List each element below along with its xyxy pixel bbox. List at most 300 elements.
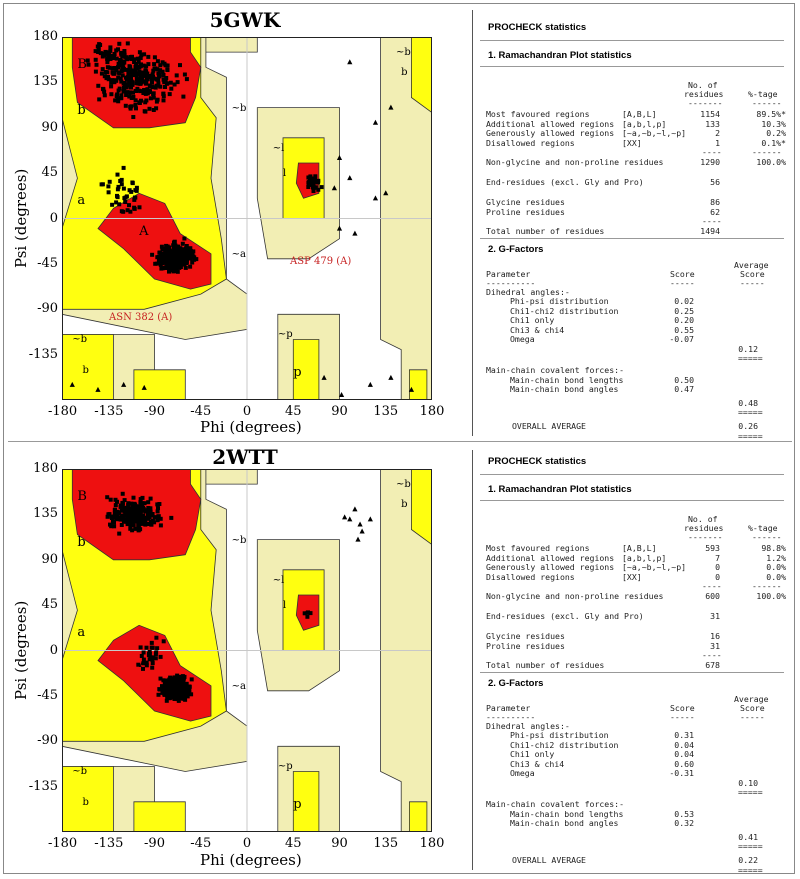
residue-count: 133 (705, 118, 720, 129)
x-tick-label: -45 (190, 404, 212, 419)
residue-point (123, 506, 127, 510)
residue-point (159, 523, 163, 527)
gfactor-name: Chi1 only (510, 315, 555, 325)
stats-heading: PROCHECK statistics (488, 22, 587, 33)
stats-rule (480, 672, 784, 673)
region-label: b (401, 499, 408, 511)
residue-point (156, 59, 160, 63)
residue-point (103, 53, 107, 57)
residue-point (154, 66, 158, 70)
residue-point (105, 495, 109, 499)
residue-point (306, 611, 310, 615)
region-name: Most favoured regions (486, 109, 590, 119)
residue-point (120, 501, 124, 505)
residue-point (177, 256, 181, 260)
region-label: a (77, 193, 86, 209)
stats-row (476, 407, 786, 418)
region-label: b (401, 67, 408, 79)
residue-point (128, 68, 132, 72)
residue-point (178, 265, 182, 269)
residue-point (127, 507, 131, 511)
residue-point (116, 187, 120, 191)
stats-heading: 1. Ramachandran Plot statistics (488, 484, 632, 495)
residue-point (148, 107, 152, 111)
stats-cell: Main-chain covalent forces:- (486, 365, 625, 375)
stats-cell: ---- (702, 650, 722, 660)
residue-point (176, 677, 180, 681)
residue-pct: 98.8% (761, 543, 786, 553)
y-axis-label: Psi (degrees) (12, 600, 30, 700)
y-tick-label: 135 (33, 74, 58, 90)
residue-point (106, 184, 110, 188)
region-label: p (293, 796, 302, 812)
residue-point (149, 497, 153, 501)
residue-point (113, 52, 117, 56)
y-tick-label: 180 (33, 461, 58, 476)
region-label: B (77, 57, 87, 73)
residue-point (124, 93, 128, 97)
residue-point (149, 96, 153, 100)
stats-cell: ---- (702, 216, 722, 226)
residue-point (152, 62, 156, 66)
residue-point (115, 500, 119, 504)
residue-point (106, 65, 110, 69)
region-code: [~a,~b,~l,~p] (622, 562, 687, 572)
y-tick-label: -135 (28, 778, 58, 794)
residue-point (169, 81, 173, 85)
residue-point (103, 93, 107, 97)
region-name: Disallowed regions (486, 137, 575, 148)
residue-point (144, 69, 148, 73)
region-label: ~a (231, 248, 246, 260)
residue-point (121, 66, 125, 70)
residue-point (120, 523, 124, 527)
residue-point (127, 78, 131, 82)
residue-point (182, 677, 186, 681)
stats-cell: ------ (752, 532, 782, 542)
residue-point (178, 683, 182, 687)
residue-point (145, 77, 149, 81)
stats-cell: No. of (688, 80, 718, 90)
residue-pct: 0.1%* (761, 137, 786, 148)
plot-title: 5GWK (209, 8, 281, 32)
residue-point (168, 92, 172, 96)
residue-point (182, 247, 186, 251)
residue-point (151, 85, 155, 89)
residue-point (177, 699, 181, 703)
residue-point (166, 68, 170, 72)
stats-row (476, 818, 786, 829)
stats-cell: Average (734, 259, 769, 270)
residue-point (134, 106, 138, 110)
stats-row (476, 98, 786, 109)
stats-cell: %-tage (748, 523, 778, 533)
region-allowed (134, 802, 185, 832)
region-label: p (293, 364, 302, 380)
stats-cell: Non-glycine and non-proline residues (486, 157, 664, 167)
residue-point (148, 515, 152, 519)
region-label: ~b (396, 47, 411, 59)
stats-cell: 62 (710, 206, 720, 217)
gfactor-score: 0.20 (674, 315, 694, 325)
residue-count: 593 (705, 543, 720, 553)
residue-point (191, 255, 195, 259)
residue-point (188, 685, 192, 689)
residue-point (101, 182, 105, 186)
residue-pct: 10.3% (761, 118, 786, 129)
procheck-stats-panel (476, 452, 786, 875)
residue-point (173, 240, 177, 244)
stats-cell: ------ (752, 147, 782, 157)
y-axis-label: Psi (degrees) (12, 168, 30, 268)
residue-point (188, 246, 192, 250)
stats-cell: Glycine residues (486, 631, 565, 641)
gfactor-name: Main-chain bond angles (510, 818, 619, 828)
stats-cell: ----- (740, 711, 765, 722)
y-tick-label: 45 (41, 597, 58, 613)
region-allowed (134, 370, 185, 400)
stats-cell: 600 (705, 591, 720, 601)
outlier-annotation: ASN 382 (A) (109, 312, 173, 323)
residue-point (139, 64, 143, 68)
stats-cell: 31 (710, 611, 720, 621)
stats-row (476, 841, 786, 852)
residue-point (151, 73, 155, 77)
residue-point (141, 74, 145, 78)
stats-row (476, 431, 786, 442)
gfactor-score: 0.32 (674, 818, 694, 828)
residue-point (126, 208, 130, 212)
stats-row (476, 157, 786, 168)
residue-point (119, 80, 123, 84)
ramachandran-plot (62, 37, 432, 400)
gfactor-name: Main-chain bond lengths (510, 808, 624, 819)
ramachandran-plot (62, 469, 432, 832)
residue-count: 1154 (700, 109, 720, 119)
gfactor-average: 0.41 (738, 831, 758, 842)
stats-cell: OVERALL AVERAGE (512, 855, 586, 865)
outlier-annotation: ASP 479 (A) (290, 256, 352, 267)
residue-point (126, 41, 130, 45)
stats-cell: Score (740, 702, 765, 713)
stats-cell: ===== (738, 353, 763, 363)
stats-cell: Total number of residues (486, 659, 605, 670)
gfactor-score: 0.47 (674, 384, 694, 394)
residue-point (101, 87, 105, 91)
residue-point (133, 207, 137, 211)
region-label: b (82, 364, 89, 376)
stats-row (476, 660, 786, 671)
stats-row (476, 177, 786, 188)
residue-point (117, 202, 121, 206)
residue-point (133, 519, 137, 523)
residue-point (129, 55, 133, 59)
residue-point (122, 187, 126, 191)
stats-cell: ------- (688, 98, 723, 108)
gfactor-name: Phi-psi distribution (510, 730, 609, 740)
region-label: A (139, 223, 149, 239)
residue-point (99, 51, 103, 55)
residue-point (179, 689, 183, 693)
gfactor-score: 0.53 (674, 808, 694, 819)
residue-point (140, 522, 144, 526)
residue-point (128, 105, 132, 109)
residue-point (122, 196, 126, 200)
residue-point (112, 72, 116, 76)
residue-point (122, 166, 126, 170)
residue-point (146, 500, 150, 504)
residue-point (126, 501, 130, 505)
residue-point (115, 57, 119, 61)
gfactor-score: 0.31 (674, 730, 694, 740)
stats-cell: End-residues (excl. Gly and Pro) (486, 611, 644, 621)
residue-point (111, 67, 115, 71)
stats-row (476, 591, 786, 602)
residue-point (123, 53, 127, 57)
residue-point (131, 91, 135, 95)
region-name: Additional allowed regions (486, 118, 615, 129)
residue-point (171, 243, 175, 247)
residue-point (97, 97, 101, 101)
residue-point (105, 70, 109, 74)
gfactor-average: 0.12 (738, 343, 758, 354)
stats-rule (480, 66, 784, 67)
stats-cell: 678 (705, 659, 720, 670)
stats-cell: Dihedral angles:- (486, 286, 570, 297)
region-label: ~l (272, 574, 285, 586)
residue-count: 1 (715, 137, 720, 148)
residue-point (137, 100, 141, 104)
residue-point (171, 257, 175, 261)
region-code: [a,b,l,p] (622, 118, 667, 129)
residue-point (169, 249, 173, 253)
residue-point (117, 532, 121, 536)
y-tick-label: -90 (37, 301, 58, 317)
stats-cell: residues (684, 523, 724, 533)
gfactor-name: Omega (510, 334, 535, 344)
x-tick-label: 90 (331, 404, 348, 419)
residue-point (150, 641, 154, 645)
x-tick-label: 0 (242, 404, 252, 419)
residue-point (138, 205, 142, 209)
residue-point (159, 267, 163, 271)
residue-point (153, 262, 157, 266)
region-generous (206, 469, 257, 484)
plot-title: 2WTT (212, 445, 278, 469)
residue-point (123, 200, 127, 204)
region-generous (206, 37, 257, 52)
stats-cell: Score (670, 268, 695, 279)
stats-rule (480, 474, 784, 475)
stats-rule (480, 238, 784, 239)
y-tick-label: 45 (41, 165, 58, 181)
residue-count: 0 (715, 562, 720, 572)
stats-row (476, 384, 786, 395)
residue-point (108, 49, 112, 53)
gfactor-name: Chi1-chi2 distribution (510, 305, 619, 316)
stats-cell: ------ (752, 98, 782, 108)
residue-point (173, 83, 177, 87)
residue-point (87, 63, 91, 67)
region-name: Most favoured regions (486, 543, 590, 553)
y-tick-label: 180 (33, 29, 58, 44)
residue-point (162, 98, 166, 102)
region-label: ~b (72, 334, 88, 346)
residue-point (182, 237, 186, 241)
residue-point (139, 56, 143, 60)
residue-point (190, 677, 194, 681)
gfactor-name: Chi3 & chi4 (510, 758, 565, 769)
residue-point (181, 95, 185, 99)
x-tick-label: 135 (373, 836, 399, 851)
stats-cell: Total number of residues (486, 225, 605, 236)
gfactor-score: 0.04 (674, 749, 694, 759)
residue-point (164, 679, 168, 683)
stats-cell: Glycine residues (486, 197, 565, 207)
gfactor-name: Main-chain bond lengths (510, 374, 624, 385)
x-tick-label: 180 (419, 836, 445, 851)
region-label: ~l (272, 142, 285, 154)
residue-point (114, 79, 118, 83)
residue-point (132, 496, 136, 500)
x-tick-label: 45 (284, 836, 302, 851)
stats-row (476, 865, 786, 876)
residue-point (129, 522, 133, 526)
gfactor-name: Main-chain bond angles (510, 384, 619, 394)
residue-point (165, 82, 169, 86)
gfactor-score: 0.50 (674, 374, 694, 385)
stats-cell: Score (670, 702, 695, 713)
stats-row (476, 353, 786, 364)
overall-average: 0.26 (738, 421, 758, 431)
residue-point (139, 497, 143, 501)
residue-point (107, 55, 111, 59)
region-label: ~p (277, 761, 293, 773)
residue-point (94, 58, 98, 62)
stats-cell: 86 (710, 197, 720, 207)
residue-point (154, 636, 158, 640)
region-name: Disallowed regions (486, 571, 575, 582)
stats-cell: ===== (738, 864, 763, 875)
x-tick-label: 135 (373, 404, 399, 419)
stats-cell: ===== (738, 407, 763, 417)
stats-heading: 2. G-Factors (488, 677, 544, 689)
residue-point (159, 517, 163, 521)
x-tick-label: -180 (48, 836, 78, 851)
region-label: B (77, 489, 87, 505)
residue-pct: 1.2% (766, 552, 786, 563)
residue-point (108, 45, 112, 49)
y-tick-label: -90 (37, 733, 58, 749)
residue-point (142, 52, 146, 56)
gfactor-name: Chi1 only (510, 749, 555, 759)
residue-point (96, 84, 100, 88)
vertical-divider-top (472, 10, 473, 436)
residue-point (108, 512, 112, 516)
region-label: A (139, 655, 149, 671)
region-label: b (77, 534, 86, 550)
stats-cell: Parameter (486, 268, 531, 279)
residue-point (158, 68, 162, 72)
stats-cell: %-tage (748, 89, 778, 99)
residue-point (154, 651, 158, 655)
residue-point (129, 190, 133, 194)
gfactor-score: 0.02 (674, 296, 694, 306)
residue-pct: 0.2% (766, 128, 786, 138)
residue-point (109, 498, 113, 502)
gfactor-score: 0.25 (674, 305, 694, 316)
residue-point (162, 639, 166, 643)
residue-point (151, 646, 155, 650)
region-label: b (77, 102, 86, 118)
residue-point (313, 174, 317, 178)
stats-cell: ---------- (486, 711, 536, 722)
stats-cell: ------ (752, 581, 782, 591)
gfactor-score: -0.07 (669, 334, 694, 344)
stats-cell: Score (740, 268, 765, 279)
residue-point (142, 88, 146, 92)
residue-point (155, 646, 159, 650)
y-tick-label: 0 (49, 642, 58, 658)
residue-point (143, 109, 147, 113)
residue-point (134, 103, 138, 107)
residue-point (100, 72, 104, 76)
residue-point (109, 524, 113, 528)
overall-average: 0.22 (738, 855, 758, 865)
residue-point (122, 49, 126, 53)
residue-point (169, 87, 173, 91)
x-axis-label: Phi (degrees) (200, 851, 302, 869)
residue-point (124, 104, 128, 108)
stats-cell: 1494 (700, 225, 720, 236)
residue-point (144, 64, 148, 68)
residue-pct: 89.5%* (756, 109, 786, 119)
x-tick-label: 90 (331, 836, 348, 851)
residue-point (178, 63, 182, 67)
y-tick-label: -45 (37, 255, 58, 271)
stats-rule (480, 500, 784, 501)
y-tick-label: 90 (41, 119, 58, 135)
residue-point (167, 265, 171, 269)
residue-point (133, 188, 137, 192)
residue-point (175, 269, 179, 273)
residue-point (175, 73, 179, 77)
residue-count: 0 (715, 571, 720, 582)
residue-point (152, 108, 156, 112)
residue-point (167, 246, 171, 250)
residue-point (190, 261, 194, 265)
residue-point (107, 190, 111, 194)
region-label: ~a (231, 680, 246, 692)
residue-point (306, 185, 310, 189)
stats-heading: 2. G-Factors (488, 243, 544, 255)
gfactor-name: Phi-psi distribution (510, 296, 609, 306)
region-label: ~b (231, 534, 247, 546)
residue-point (130, 181, 134, 185)
residue-point (156, 506, 160, 510)
residue-point (157, 502, 161, 506)
residue-point (181, 242, 185, 246)
gfactor-name: Chi3 & chi4 (510, 324, 565, 335)
residue-point (163, 690, 167, 694)
residue-point (144, 509, 148, 513)
stats-row (476, 226, 786, 237)
residue-point (120, 209, 124, 213)
residue-point (116, 65, 120, 69)
gfactor-score: 0.60 (674, 758, 694, 769)
residue-point (94, 70, 98, 74)
residue-point (131, 115, 135, 119)
